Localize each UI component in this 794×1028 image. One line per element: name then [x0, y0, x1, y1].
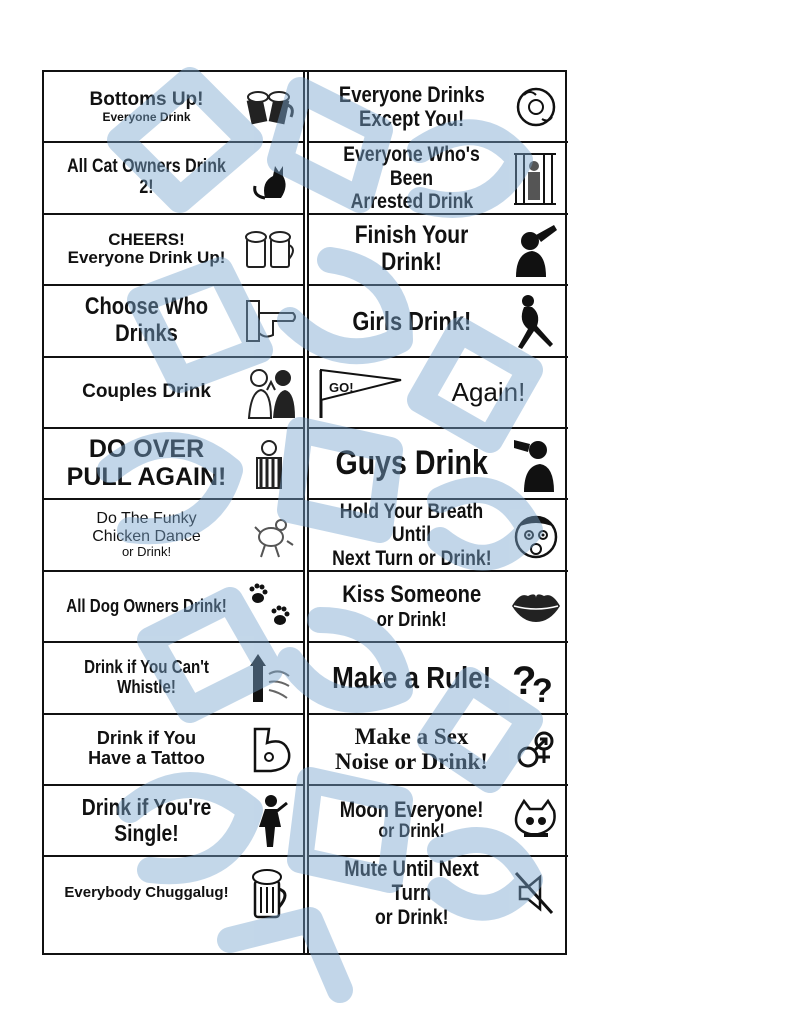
- single-person-icon: [245, 791, 297, 851]
- tattoo-arm-icon: [245, 719, 297, 779]
- card-line2: Arrested Drink: [350, 189, 473, 213]
- card-line1: Mute Until Next Turn: [344, 857, 479, 906]
- card-dog-owners: [44, 572, 303, 643]
- pointing-hand-icon: [245, 291, 297, 351]
- drinking-game-card-sheet: [42, 70, 567, 955]
- paw-prints-icon: [245, 576, 297, 636]
- card-line2: or Drink!: [374, 905, 449, 929]
- card-line3: or Drink!: [121, 544, 172, 560]
- card-line1: Moon Everyone!: [339, 797, 484, 823]
- card-line1: Drink if You Can't Whistle!: [84, 657, 209, 697]
- question-marks-icon: [510, 648, 562, 708]
- card-line1: Drink if You're Single!: [81, 794, 212, 846]
- card-kiss-someone: [309, 572, 568, 643]
- card-sex-noise: [309, 715, 568, 786]
- card-line2: Except You!: [358, 105, 465, 131]
- card-line1: Everyone Who's Been: [343, 143, 480, 190]
- card-line2: Have a Tattoo: [88, 748, 205, 769]
- beer-mug-icon: [245, 863, 297, 923]
- mute-speaker-icon: [510, 863, 562, 923]
- card-line1: Everyone Drinks: [338, 81, 485, 107]
- card-line1: Again!: [451, 376, 526, 407]
- woman-silhouette-icon: [510, 291, 562, 351]
- card-line1: Couples Drink: [82, 380, 211, 402]
- card-single: [44, 786, 303, 857]
- card-line1: Make a Rule!: [331, 659, 492, 695]
- card-cheers: [44, 215, 303, 286]
- holding-breath-face-icon: [510, 505, 562, 565]
- card-cat-owners: [44, 143, 303, 214]
- card-line1: All Dog Owners Drink!: [66, 595, 227, 616]
- card-arrested: [309, 143, 568, 214]
- card-line1: Girls Drink!: [352, 305, 471, 336]
- card-line1: Hold Your Breath Until: [339, 500, 484, 547]
- card-line1: Choose Who Drinks: [84, 293, 209, 347]
- man-drinking-icon: [510, 434, 562, 494]
- card-line2: Everyone Drink: [102, 109, 191, 124]
- referee-icon: [245, 434, 297, 494]
- drinking-silhouette-icon: [510, 219, 562, 279]
- card-line1: Kiss Someone: [342, 581, 481, 609]
- pointing-at-you-icon: [510, 77, 562, 137]
- card-line1: Do The Funky: [96, 510, 197, 528]
- card-finish-your-drink: [309, 215, 568, 286]
- card-couples-drink: [44, 358, 303, 429]
- couple-toast-icon: [245, 362, 297, 422]
- card-choose-who-drinks: [44, 286, 303, 357]
- svg-text:?: ?: [532, 671, 553, 708]
- card-line1: Make a Sex: [354, 723, 469, 749]
- card-do-over: [44, 429, 303, 500]
- card-line2: Next Turn or Drink!: [331, 546, 492, 570]
- beer-mugs-icon: [245, 219, 297, 279]
- card-funky-chicken: [44, 500, 303, 571]
- card-girls-drink: [309, 286, 568, 357]
- card-mute: [309, 857, 568, 928]
- card-go-again: [309, 358, 568, 429]
- card-line1: Finish Your Drink!: [354, 220, 469, 277]
- pennant-go-text: GO!: [329, 380, 354, 396]
- card-line2: Chicken Dance: [92, 527, 201, 545]
- card-line2: Everyone Drink Up!: [67, 248, 226, 268]
- card-line2: Noise or Drink!: [335, 749, 488, 775]
- card-line2: or Drink!: [378, 821, 445, 843]
- card-line1: Bottoms Up!: [89, 88, 204, 110]
- beer-mugs-clink-icon: [245, 77, 297, 137]
- card-make-a-rule: [309, 643, 568, 714]
- card-tattoo: [44, 715, 303, 786]
- card-line1: DO OVER: [88, 435, 205, 464]
- card-everyone-except-you: [309, 72, 568, 143]
- card-line1: Drink if You: [96, 728, 197, 749]
- whistle-icon: [245, 648, 297, 708]
- card-line1: CHEERS!: [108, 229, 185, 249]
- card-guys-drink: [309, 429, 568, 500]
- card-line1: All Cat Owners Drink 2!: [67, 156, 226, 199]
- card-bottoms-up: [44, 72, 303, 143]
- cat-icon: [245, 148, 297, 208]
- right-card-column: [307, 72, 568, 953]
- lips-icon: [510, 576, 562, 636]
- card-line2: PULL AGAIN!: [66, 462, 227, 491]
- svg-text:?: ?: [512, 658, 537, 703]
- card-line1: Guys Drink: [335, 443, 488, 482]
- moon-cat-icon: [510, 791, 562, 851]
- go-pennant-icon: [315, 362, 405, 422]
- gender-symbols-icon: [510, 719, 562, 779]
- left-card-column: [44, 72, 305, 953]
- card-chuggalug: [44, 857, 303, 928]
- card-line1: Everybody Chuggalug!: [64, 883, 229, 901]
- card-moon-everyone: [309, 786, 568, 857]
- card-hold-breath: [309, 500, 568, 571]
- card-line2: or Drink!: [376, 608, 447, 631]
- chicken-icon: [245, 505, 297, 565]
- jail-icon: [510, 148, 562, 208]
- card-cant-whistle: [44, 643, 303, 714]
